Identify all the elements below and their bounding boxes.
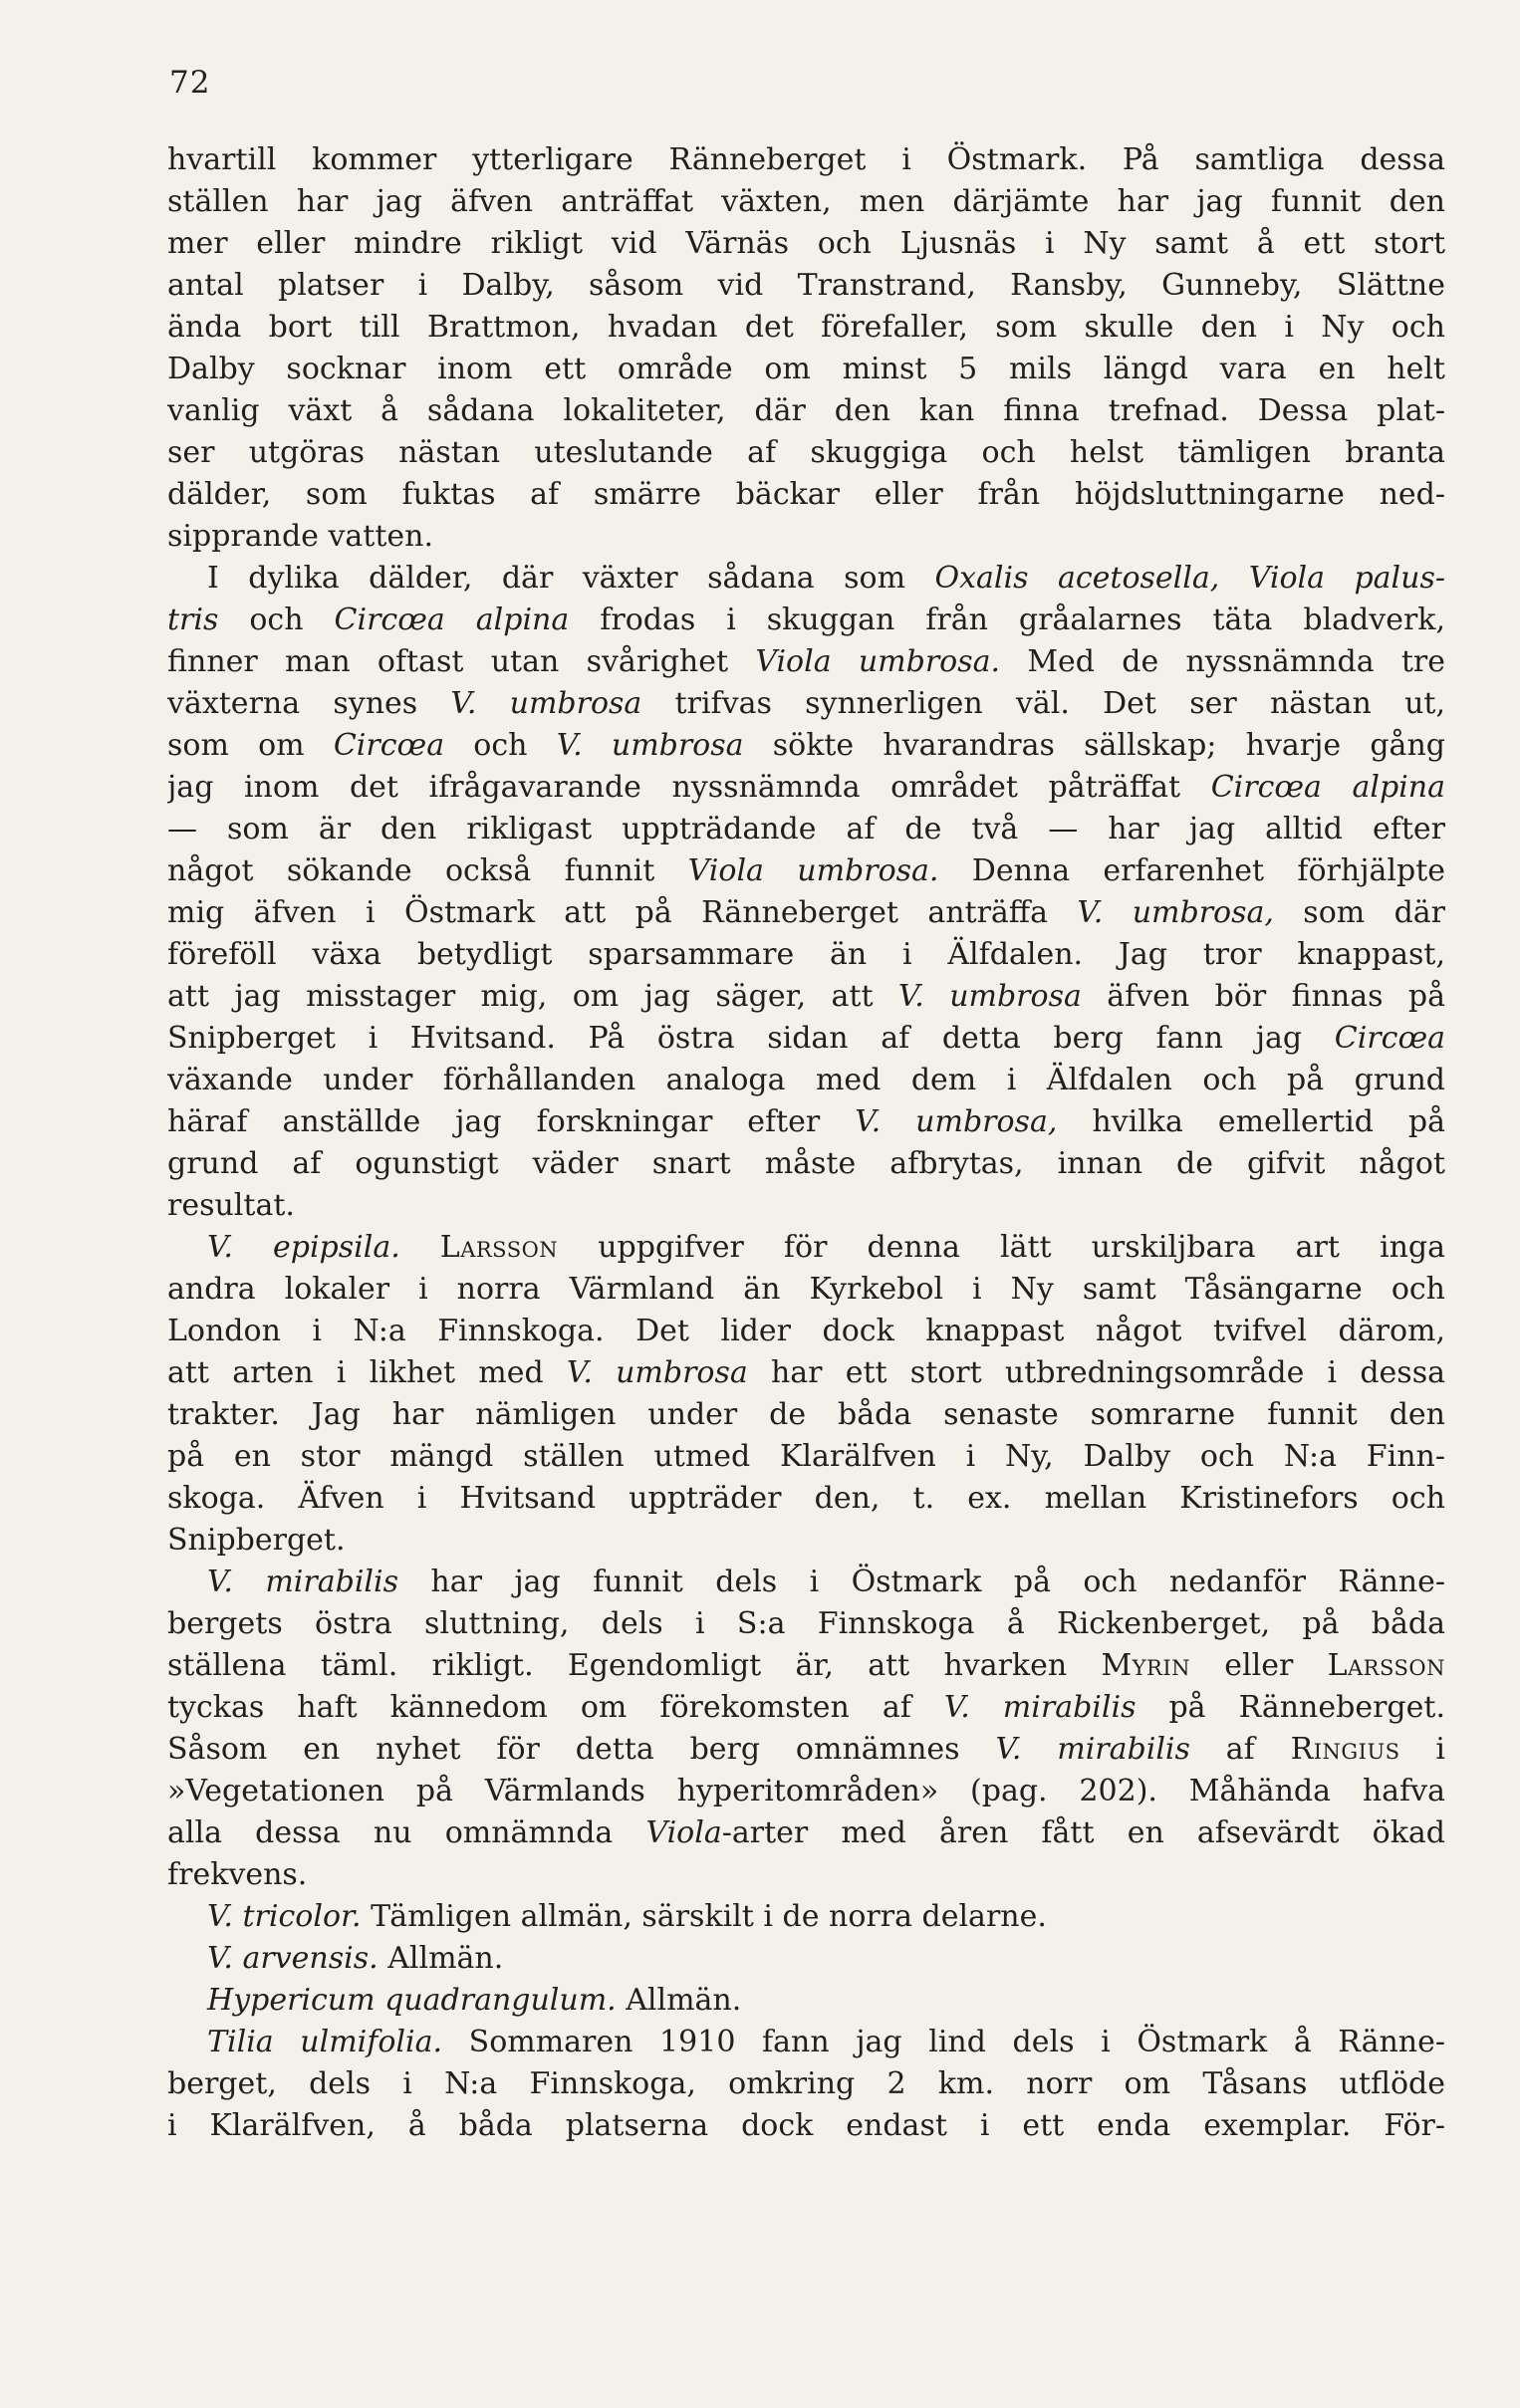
text-line — [167, 1227, 1445, 1269]
text-line — [167, 1645, 1445, 1687]
text-segment: växterna synes — [167, 686, 451, 721]
text-segment: som där — [1273, 895, 1445, 930]
text-segment: uppgifver för denna lätt urskiljbara art inga — [558, 1230, 1445, 1265]
text-segment: Allmän. — [616, 1983, 742, 2018]
text-line — [167, 432, 1445, 474]
text-segment: Allmän. — [378, 1941, 504, 1976]
page-number: 72 — [169, 65, 211, 101]
text-line — [167, 683, 1445, 725]
author-name: Ringius — [1290, 1732, 1400, 1767]
text-line — [167, 1143, 1445, 1185]
italic-text: Circœa — [1334, 1021, 1445, 1056]
text-segment: på Ränneberget. — [1136, 1690, 1445, 1725]
text-line — [167, 1185, 1445, 1227]
text-segment: i — [1399, 1732, 1445, 1767]
text-line — [167, 1729, 1445, 1771]
text-line — [167, 600, 1445, 641]
text-segment: berget, dels i N:a Finnskoga, omkring 2 km. norr om Tåsans utflöde — [167, 2066, 1445, 2101]
italic-text: V. epipsila. — [207, 1230, 400, 1265]
italic-text: V. arvensis. — [207, 1941, 379, 1976]
italic-text: Tilia ulmifolia. — [207, 2025, 443, 2059]
italic-text: V. tricolor. — [207, 1899, 362, 1934]
text-segment: Denna erfarenhet förhjälpte — [938, 853, 1445, 888]
text-segment: dälder, som fuktas af smärre bäckar eller från höjdsluttningarne ned- — [167, 477, 1445, 512]
author-name: Myrin — [1101, 1648, 1191, 1683]
text-segment: har jag funnit dels i Östmark på och nedanför Ränne- — [398, 1565, 1445, 1599]
italic-text: V. mirabilis — [943, 1690, 1137, 1725]
italic-text: Circœa alpina — [1210, 770, 1445, 805]
text-segment: mig äfven i Östmark att på Ränneberget anträffa — [167, 895, 1078, 930]
italic-text: V. mirabilis — [207, 1565, 399, 1599]
text-segment: sökte hvarandras sällskap; hvarje gång — [743, 728, 1445, 763]
text-line — [167, 1812, 1445, 1854]
text-segment: frekvens. — [167, 1857, 308, 1892]
text-segment: ända bort till Brattmon, hvadan det förefaller, som skulle den i Ny och — [167, 310, 1445, 345]
text-line — [167, 181, 1445, 223]
italic-text: V. umbrosa — [897, 979, 1082, 1014]
text-segment: hvilka emellertid på — [1057, 1104, 1445, 1139]
text-line — [167, 474, 1445, 516]
text-line — [167, 767, 1445, 809]
italic-text: Viola — [645, 1815, 722, 1850]
text-segment: grund af ogunstigt väder snart måste afbrytas, innan de gifvit något — [167, 1146, 1445, 1181]
text-line — [167, 809, 1445, 850]
text-segment: I dylika dälder, där växter sådana som — [207, 561, 935, 596]
text-line — [167, 390, 1445, 432]
text-segment: andra lokaler i norra Värmland än Kyrkebol i Ny samt Tåsängarne och — [167, 1272, 1445, 1307]
text-line — [167, 934, 1445, 976]
text-segment: Snipberget. — [167, 1523, 346, 1558]
italic-text: Hypericum quadrangulum. — [207, 1983, 617, 2018]
text-segment: London i N:a Finnskoga. Det lider dock knappast något tvifvel därom, — [167, 1314, 1445, 1348]
text-segment: föreföll växa betydligt sparsammare än i Älfdalen. Jag tror knappast, — [167, 937, 1445, 972]
text-line — [167, 558, 1445, 600]
text-segment: ställena täml. rikligt. Egendomligt är, att hvarken — [167, 1648, 1102, 1683]
text-line — [167, 1771, 1445, 1812]
italic-text: tris — [167, 602, 219, 637]
text-line — [167, 1269, 1445, 1311]
text-segment: trifvas synnerligen väl. Det ser nästan ut, — [641, 686, 1445, 721]
text-segment: bergets östra sluttning, dels i S:a Finnskoga å Rickenberget, på båda — [167, 1606, 1445, 1641]
text-segment: resultat. — [167, 1188, 295, 1223]
text-segment: i Klarälfven, å båda platserna dock endast i ett enda exemplar. För- — [167, 2108, 1445, 2143]
text-line — [167, 349, 1445, 390]
text-line — [167, 1018, 1445, 1060]
text-segment: -arter med åren fått en afsevärdt ökad — [721, 1815, 1445, 1850]
text-segment: att arten i likhet med — [167, 1355, 567, 1390]
text-line — [167, 1436, 1445, 1478]
text-line — [167, 850, 1445, 892]
author-name: Larsson — [1327, 1648, 1445, 1683]
text-segment: eller — [1190, 1648, 1328, 1683]
text-line — [167, 1478, 1445, 1520]
text-line — [167, 265, 1445, 307]
text-line — [167, 1060, 1445, 1101]
text-segment: Sommaren 1910 fann jag lind dels i Östmark å Ränne- — [442, 2025, 1445, 2059]
text-line — [167, 1101, 1445, 1143]
text-line — [167, 223, 1445, 265]
italic-text: Circœa alpina — [334, 602, 570, 637]
text-segment: — som är den rikligast uppträdande af de två — har jag alltid efter — [167, 812, 1445, 846]
text-segment: hvartill kommer ytterligare Ränneberget i Östmark. På samtliga dessa — [167, 142, 1445, 177]
text-segment: har ett stort utbredningsområde i dessa — [747, 1355, 1445, 1390]
text-segment: häraf anställde jag forskningar efter — [167, 1104, 856, 1139]
text-segment: och — [218, 602, 335, 637]
text-segment: som om — [167, 728, 334, 763]
author-name: Larsson — [439, 1230, 559, 1265]
text-segment: antal platser i Dalby, såsom vid Transtrand, Ransby, Gunneby, Slättne — [167, 268, 1445, 303]
text-line — [167, 139, 1445, 181]
text-segment: Såsom en nyhet för detta berg omnämnes — [167, 1732, 996, 1767]
text-segment: Dalby socknar inom ett område om minst 5 mils längd vara en helt — [167, 352, 1445, 386]
italic-text: V. umbrosa — [566, 1355, 748, 1390]
text-line — [167, 2105, 1445, 2147]
text-line — [167, 892, 1445, 934]
italic-text: V. umbrosa — [450, 686, 642, 721]
text-line — [167, 1896, 1445, 1938]
text-segment — [400, 1230, 440, 1265]
text-line — [167, 725, 1445, 767]
text-line — [167, 1520, 1445, 1562]
text-segment: ser utgöras nästan uteslutande af skuggiga och helst tämligen branta — [167, 435, 1445, 470]
text-line — [167, 1687, 1445, 1729]
text-segment: frodas i skuggan från gråalarnes täta bladverk, — [569, 602, 1445, 637]
italic-text: Circœa — [333, 728, 445, 763]
text-segment: »Vegetationen på Värmlands hyperitområden» (pag. 202). Måhända hafva — [167, 1774, 1445, 1808]
italic-text: V. mirabilis — [995, 1732, 1190, 1767]
text-segment: af — [1189, 1732, 1291, 1767]
text-segment: mer eller mindre rikligt vid Värnäs och Ljusnäs i Ny samt å ett stort — [167, 226, 1445, 261]
text-segment: något sökande också funnit — [167, 853, 688, 888]
italic-text: Viola umbrosa. — [687, 853, 939, 888]
text-segment: jag inom det ifrågavarande nyssnämnda området påträffat — [167, 770, 1211, 805]
text-line — [167, 1562, 1445, 1603]
text-line — [167, 2063, 1445, 2105]
text-segment: vanlig växt å sådana lokaliteter, där den kan finna trefnad. Dessa plat- — [167, 393, 1445, 428]
text-line — [167, 976, 1445, 1018]
italic-text: Viola umbrosa. — [755, 644, 1001, 679]
text-segment: Med de nyssnämnda tre — [1000, 644, 1445, 679]
text-line — [167, 1854, 1445, 1896]
text-segment: trakter. Jag har nämligen under de båda senaste somrarne funnit den — [167, 1397, 1445, 1432]
text-segment: och — [444, 728, 557, 763]
text-segment: Tämligen allmän, särskilt i de norra delarne. — [361, 1899, 1047, 1934]
text-line — [167, 641, 1445, 683]
text-line — [167, 307, 1445, 349]
text-line — [167, 1311, 1445, 1352]
text-segment: växande under förhållanden analoga med dem i Älfdalen och på grund — [167, 1063, 1445, 1097]
text-segment: finner man oftast utan svårighet — [167, 644, 756, 679]
text-segment: skoga. Äfven i Hvitsand uppträder den, t. ex. mellan Kristinefors och — [167, 1481, 1445, 1516]
text-segment: äfven bör finnas på — [1081, 979, 1445, 1014]
italic-text: V. umbrosa — [556, 728, 744, 763]
italic-text: V. umbrosa, — [1077, 895, 1274, 930]
text-segment: alla dessa nu omnämnda — [167, 1815, 646, 1850]
italic-text: Oxalis acetosella, Viola palus- — [934, 561, 1445, 596]
italic-text: V. umbrosa, — [855, 1104, 1058, 1139]
text-line — [167, 1980, 1445, 2022]
text-line — [167, 1394, 1445, 1436]
text-line — [167, 516, 1445, 558]
text-line — [167, 2022, 1445, 2063]
text-segment: tyckas haft kännedom om förekomsten af — [167, 1690, 944, 1725]
text-line — [167, 1938, 1445, 1980]
text-segment: ställen har jag äfven anträffat växten, men därjämte har jag funnit den — [167, 184, 1445, 219]
body-text — [167, 139, 1445, 2147]
text-segment: Snipberget i Hvitsand. På östra sidan af detta berg fann jag — [167, 1021, 1335, 1056]
text-segment: på en stor mängd ställen utmed Klarälfven i Ny, Dalby och N:a Finn- — [167, 1439, 1445, 1474]
text-line — [167, 1603, 1445, 1645]
text-line — [167, 1352, 1445, 1394]
text-segment: att jag misstager mig, om jag säger, att — [167, 979, 898, 1014]
text-segment: sipprande vatten. — [167, 519, 433, 554]
